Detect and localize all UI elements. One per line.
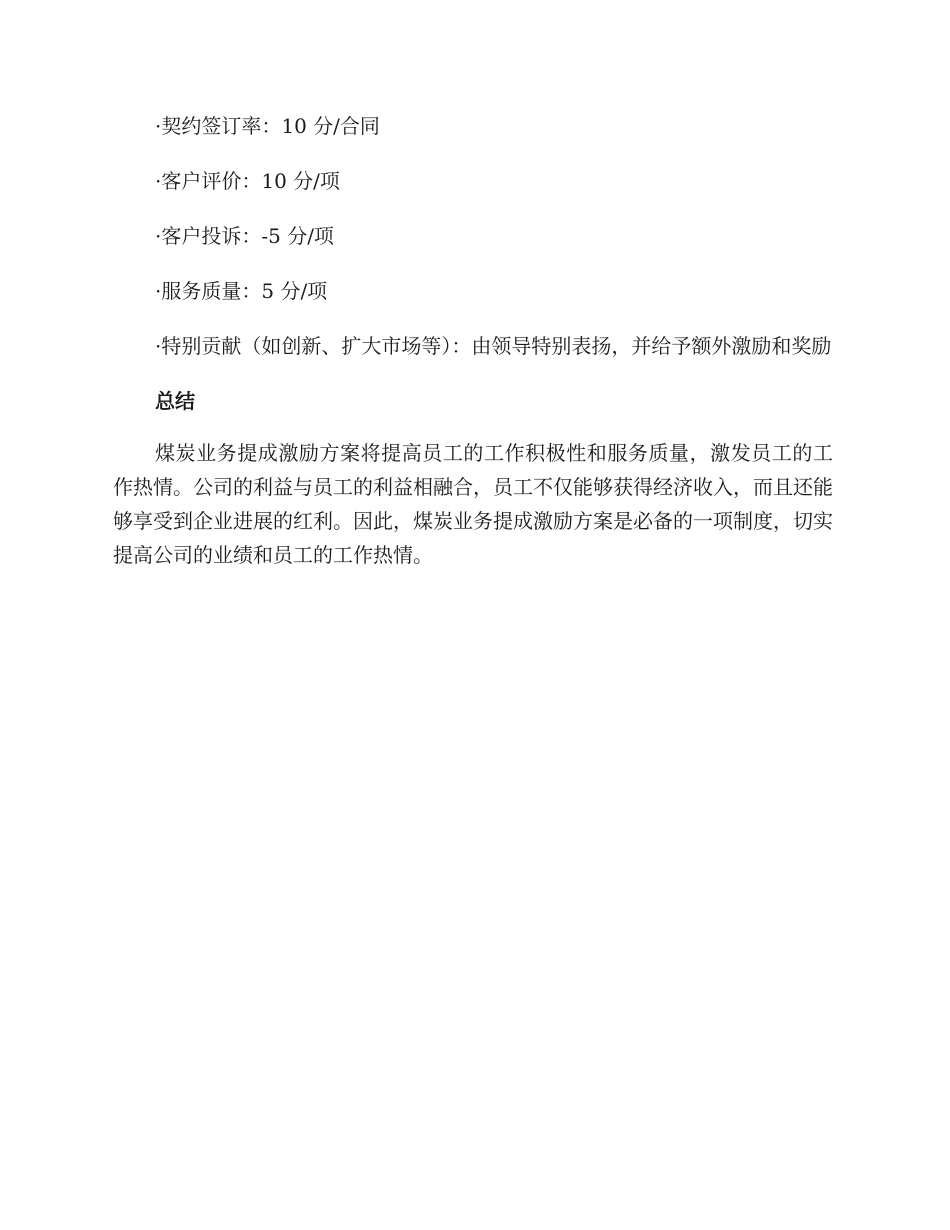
- bullet-contract-rate: ·契约签订率：10 分/合同: [155, 114, 380, 138]
- bullet-service-quality: ·服务质量：5 分/项: [155, 279, 328, 303]
- bullet-customer-complaint: ·客户投诉：-5 分/项: [155, 224, 334, 248]
- summary-paragraph: 煤炭业务提成激励方案将提高员工的工作积极性和服务质量，激发员工的工作热情。公司的利益与员工的利益相融合，员工不仅能够获得经济收入，而且还能够享受到企业进展的红利。因此，煤炭业务提成激励方案是必备的一项制度，切实提高公司的业绩和员工的工作热情。: [113, 441, 833, 567]
- bullet-customer-rating: ·客户评价：10 分/项: [155, 169, 340, 193]
- document-content: [113, 109, 833, 572]
- summary-heading: 总结: [155, 389, 195, 413]
- bullet-special-contribution: ·特别贡献（如创新、扩大市场等）：由领导特别表扬，并给予额外激励和奖励: [155, 334, 832, 358]
